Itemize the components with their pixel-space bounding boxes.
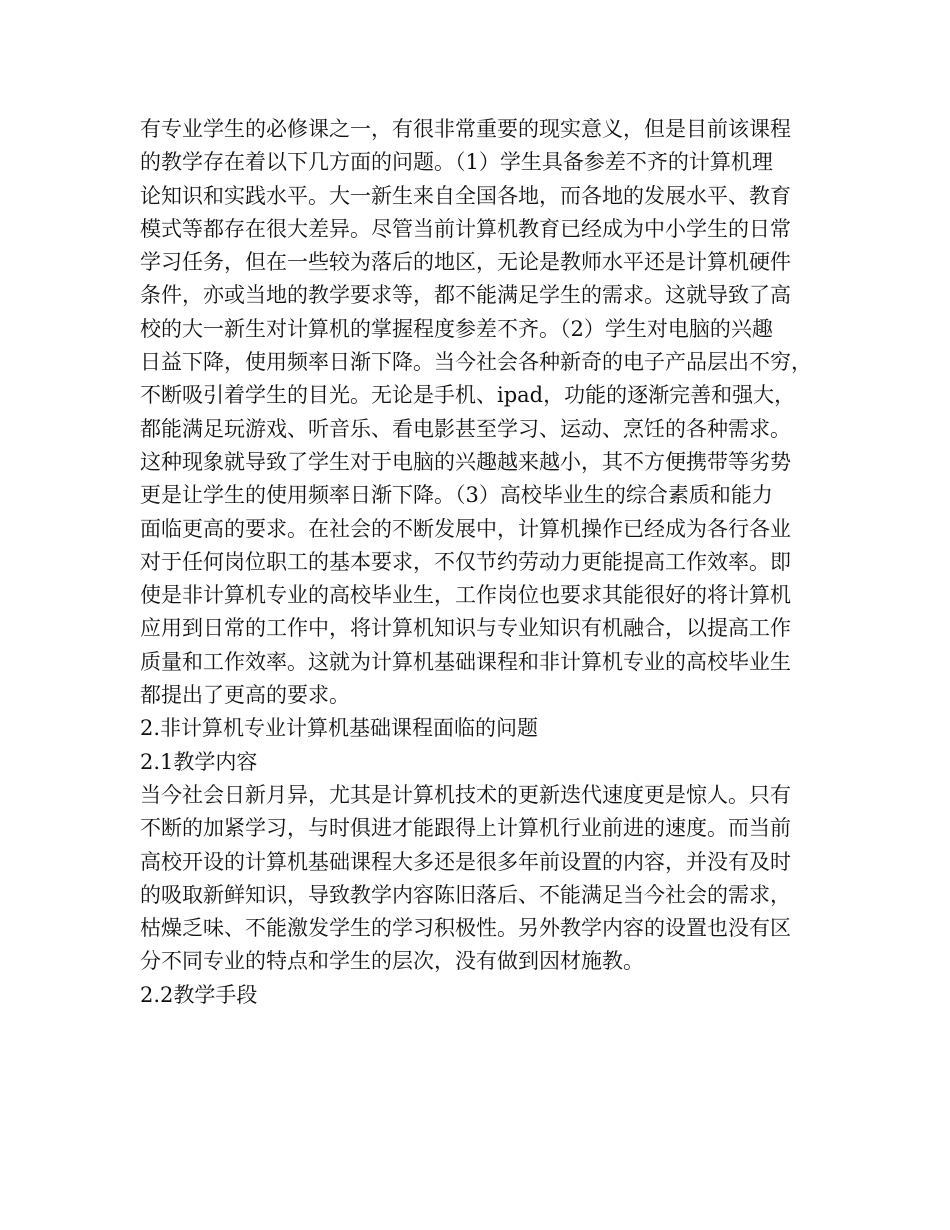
text-line: 条件，亦或当地的教学要求等，都不能满足学生的需求。这就导致了高 [140, 283, 791, 308]
text-line: 日益下降，使用频率日渐下降。当今社会各种新奇的电子产品层出不穷， [140, 350, 812, 375]
text-line: 分不同专业的特点和学生的层次，没有做到因材施教。 [140, 949, 644, 974]
section-heading-2-2: 2.2教学手段 [140, 982, 258, 1007]
text-line: 论知识和实践水平。大一新生来自全国各地，而各地的发展水平、教育 [140, 183, 791, 208]
text-line: 不断的加紧学习，与时俱进才能跟得上计算机行业前进的速度。而当前 [140, 816, 791, 841]
text-line: 有专业学生的必修课之一，有很非常重要的现实意义，但是目前该课程 [140, 117, 791, 141]
text-line: 质量和工作效率。这就为计算机基础课程和非计算机专业的高校毕业生 [140, 649, 791, 674]
text-line: 都提出了更高的要求。 [140, 683, 350, 708]
text-line: 应用到日常的工作中，将计算机知识与专业知识有机融合，以提高工作 [140, 616, 791, 641]
section-heading-2-1: 2.1教学内容 [140, 749, 258, 774]
text-line: 使是非计算机专业的高校毕业生，工作岗位也要求其能很好的将计算机 [140, 583, 791, 608]
text-line: 学习任务，但在一些较为落后的地区，无论是教师水平还是计算机硬件 [140, 250, 791, 275]
section-heading-2: 2.非计算机专业计算机基础课程面临的问题 [140, 716, 539, 741]
text-line: 面临更高的要求。在社会的不断发展中，计算机操作已经成为各行各业 [140, 516, 791, 541]
text-line: 枯燥乏味、不能激发学生的学习积极性。另外教学内容的设置也没有区 [140, 916, 791, 941]
text-line: 模式等都存在很大差异。尽管当前计算机教育已经成为中小学生的日常 [140, 216, 791, 241]
text-line: 校的大一新生对计算机的掌握程度参差不齐。（2）学生对电脑的兴趣 [140, 316, 773, 341]
text-line: 都能满足玩游戏、听音乐、看电影甚至学习、运动、烹饪的各种需求。 [140, 416, 791, 441]
paragraph-problems [140, 113, 816, 712]
text-line: 不断吸引着学生的目光。无论是手机、ipad，功能的逐渐完善和强大， [140, 383, 796, 408]
text-line: 这种现象就导致了学生对于电脑的兴趣越来越小，其不方便携带等劣势 [140, 449, 791, 474]
text-line: 更是让学生的使用频率日渐下降。（3）高校毕业生的综合素质和能力 [140, 483, 773, 508]
paragraph-teaching-content [140, 779, 816, 979]
text-line: 的吸取新鲜知识，导致教学内容陈旧落后、不能满足当今社会的需求， [140, 882, 791, 907]
text-line: 高校开设的计算机基础课程大多还是很多年前设置的内容，并没有及时 [140, 849, 791, 874]
text-line: 当今社会日新月异，尤其是计算机技术的更新迭代速度更是惊人。只有 [140, 782, 791, 807]
document-body [140, 113, 816, 1012]
text-line: 的教学存在着以下几方面的问题。（1）学生具备参差不齐的计算机理 [140, 150, 773, 175]
text-line: 对于任何岗位职工的基本要求，不仅节约劳动力更能提高工作效率。即 [140, 549, 791, 574]
